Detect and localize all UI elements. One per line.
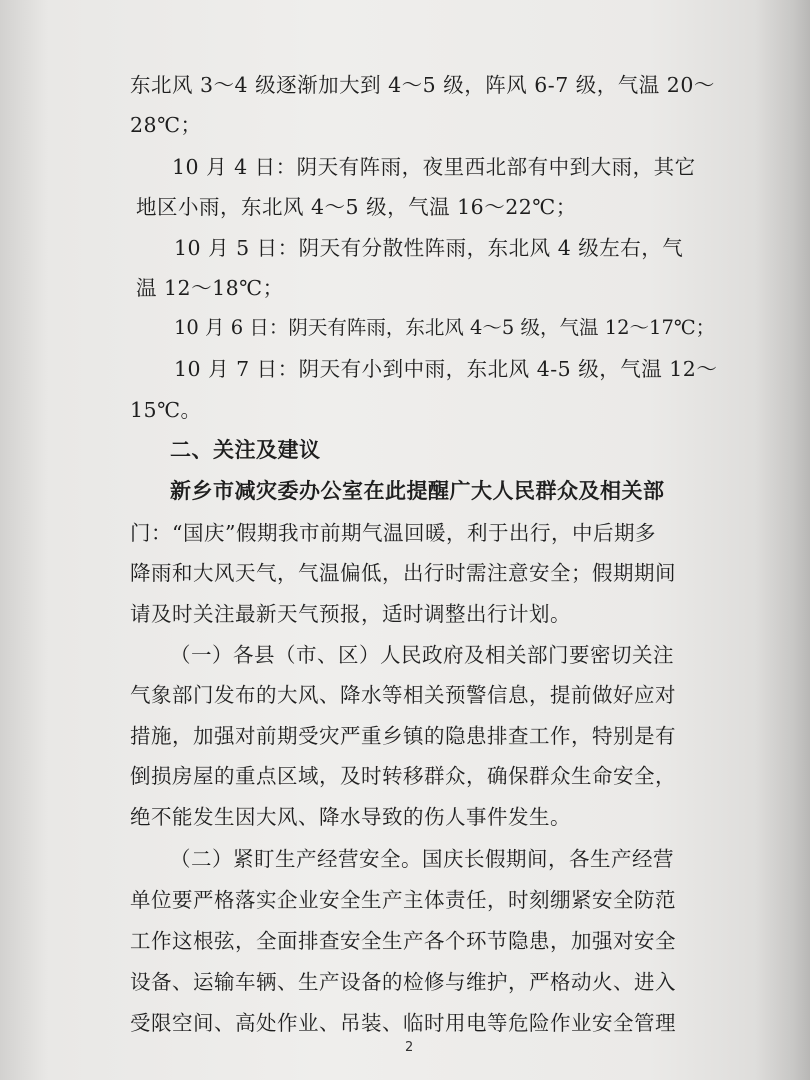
paper-edge-shadow — [755, 0, 810, 1080]
text-line: 门：“国庆”假期我市前期气温回暖，利于出行，中后期多 — [130, 521, 656, 545]
text-line: 10 月 7 日：阴天有小到中雨，东北风 4-5 级，气温 12～ — [174, 357, 718, 381]
text-line: 设备、运输车辆、生产设备的检修与维护，严格动火、进入 — [130, 970, 676, 994]
text-line: （一）各县（市、区）人民政府及相关部门要密切关注 — [170, 643, 674, 667]
text-line: 单位要严格落实企业安全生产主体责任，时刻绷紧安全防范 — [130, 888, 676, 912]
text-line: 东北风 3～4 级逐渐加大到 4～5 级，阵风 6-7 级，气温 20～ — [130, 73, 715, 97]
text-line: 10 月 5 日：阴天有分散性阵雨，东北风 4 级左右，气 — [174, 236, 684, 260]
text-line: 10 月 6 日：阴天有阵雨，东北风 4～5 级，气温 12～17℃； — [174, 316, 716, 339]
text-line: 气象部门发布的大风、降水等相关预警信息，提前做好应对 — [130, 683, 676, 707]
text-line: 倒损房屋的重点区域，及时转移群众，确保群众生命安全， — [130, 764, 676, 788]
text-line: 新乡市减灾委办公室在此提醒广大人民群众及相关部 — [170, 479, 665, 503]
text-line: 措施，加强对前期受灾严重乡镇的隐患排查工作，特别是有 — [130, 724, 676, 748]
text-line: 绝不能发生因大风、降水导致的伤人事件发生。 — [130, 805, 571, 829]
text-line: 受限空间、高处作业、吊装、临时用电等危险作业安全管理 — [130, 1011, 676, 1035]
page-number: 2 — [405, 1040, 414, 1055]
text-line: 降雨和大风天气，气温偏低，出行时需注意安全；假期期间 — [130, 561, 676, 585]
text-line: 28℃； — [130, 113, 202, 137]
section-heading: 二、关注及建议 — [170, 438, 321, 462]
text-line: （二）紧盯生产经营安全。国庆长假期间，各生产经营 — [170, 847, 674, 871]
text-line: 15℃。 — [130, 398, 202, 422]
text-line: 工作这根弦，全面排查安全生产各个环节隐患，加强对安全 — [130, 929, 676, 953]
text-line: 温 12～18℃； — [136, 276, 284, 300]
text-line: 10 月 4 日：阴天有阵雨，夜里西北部有中到大雨，其它 — [172, 155, 696, 179]
text-line: 地区小雨，东北风 4～5 级，气温 16～22℃； — [136, 195, 577, 219]
text-line: 请及时关注最新天气预报，适时调整出行计划。 — [130, 602, 571, 626]
